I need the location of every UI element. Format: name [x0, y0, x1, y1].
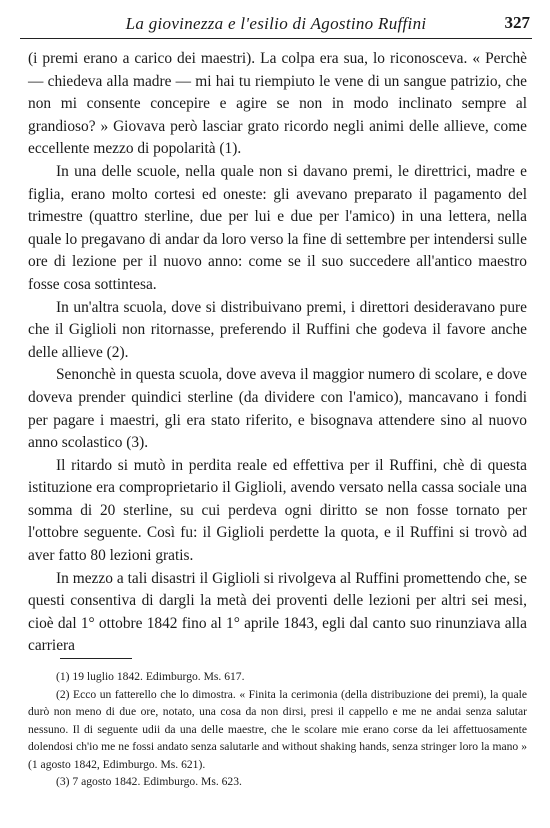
paragraph-2: In una delle scuole, nella quale non si davano premi, le direttrici, madre e figlia, erano molto cortesi ed oneste: gli avevano preparato il pagamento del trimestre (quattro sterline, due per lui e due per l'amico) in una lettera, nella quale lo pregavano di andar da loro verso la fine di settembre per intendersi sulle ore di lezione per il nuovo anno: come se il suo succedere all'antico maestro fosse cosa sottintesa.: [28, 162, 527, 293]
running-title: La giovinezza e l'esilio di Agostino Ruffini: [125, 14, 427, 33]
paragraph-5: Il ritardo si mutò in perdita reale ed effettiva per il Ruffini, chè di questa istituzione era comproprietario il Giglioli, avendo versato nella cassa sociale una somma di 20 sterline, su cui perdeva ogni diritto se non fosse tornato per l'ottobre seguente. Così fu: il Giglioli perdette la quota, e il Ruffini si trovò ad aver fatto 80 lezioni gratis.: [28, 456, 527, 565]
footnotes: [28, 668, 527, 791]
paragraph-1: (i premi erano a carico dei maestri). La colpa era sua, lo riconosceva. « Perchè — chiedeva alla madre — mi hai tu riempiuto le vene di un sangue patrizio, che non mi consente concepire e agire se non in modo inclinato sempre al grandioso? » Giovava però lasciar grato ricordo negli animi delle allieve, come eccellente mezzo di popolarità (1).: [28, 50, 527, 158]
footnote-1: (1) 19 luglio 1842. Edimburgo. Ms. 617.: [56, 670, 245, 683]
body-text: [28, 48, 527, 658]
footnote-3: (3) 7 agosto 1842. Edimburgo. Ms. 623.: [56, 775, 242, 788]
footnote-separator: [60, 658, 132, 659]
paragraph-4: Senonchè in questa scuola, dove aveva il maggior numero di scolare, e dove doveva prender quindici sterline (da dividere con l'amico), mancavano i fondi per pagare i maestri, gli era stato riferito, e bisognava attendere sino al nuovo anno scolastico (3).: [28, 366, 527, 452]
paragraph-3: In un'altra scuola, dove si distribuivano premi, i direttori desideravano pure che il Giglioli non ritornasse, preferendo il Ruffini che godeva il favore anche delle allieve (2).: [28, 298, 527, 361]
running-head: [20, 10, 532, 39]
page-number: 327: [504, 13, 530, 32]
paragraph-6: In mezzo a tali disastri il Giglioli si rivolgeva al Ruffini promettendo che, se questi consentiva di dargli la metà dei proventi delle lezioni per altri sei mesi, cioè dal 1° ottobre 1842 fino al 1° aprile 1843, egli dal canto suo rinunziava alla carriera: [28, 569, 527, 655]
footnote-2: (2) Ecco un fatterello che lo dimostra. « Finita la cerimonia (della distribuzione dei premi), la quale durò non meno di due ore, notato, una cosa da non dirsi, presi il cappello e me ne andai senza salutar nessuno. Il di seguente udii da una delle maestre, che le scolare mie erano corse da lei affettuosamente dolendosi ch'io me ne fossi andato senza salutarle and without shaking hands, senza stringer loro la mano » (1 agosto 1842, Edimburgo. Ms. 621).: [28, 687, 527, 771]
